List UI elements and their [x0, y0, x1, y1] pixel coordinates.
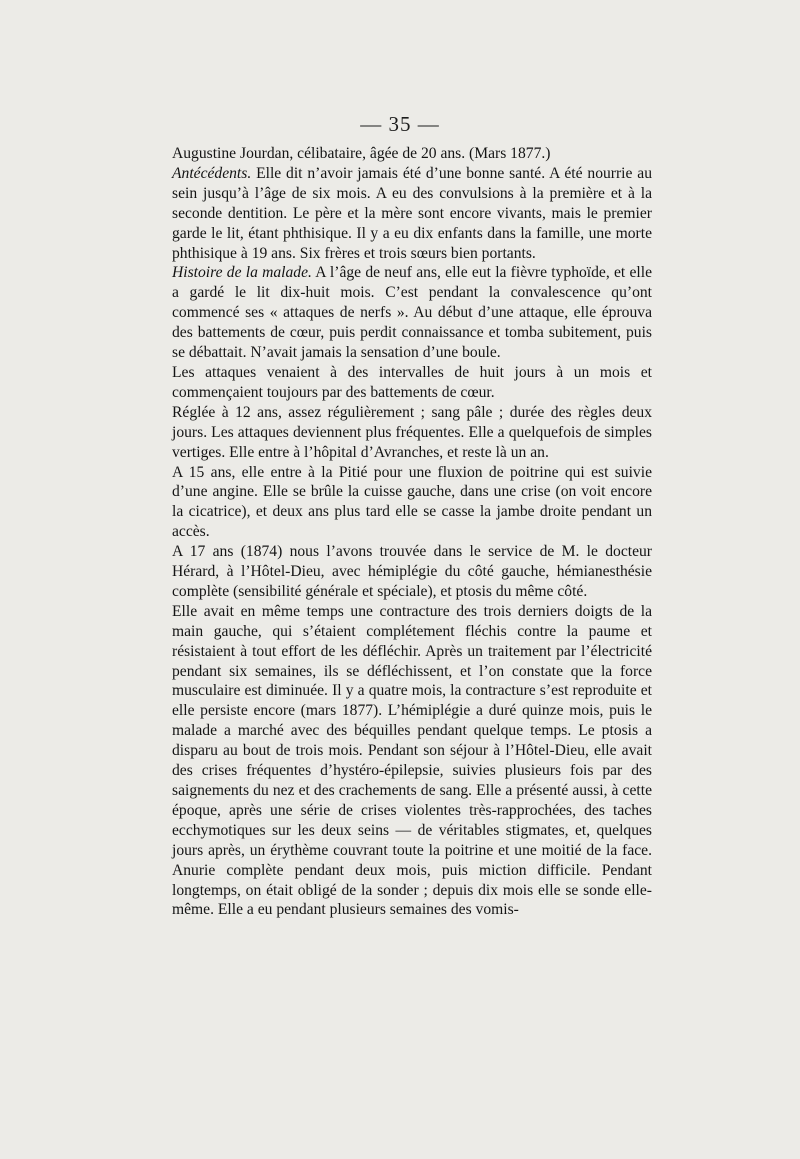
- section-lead: Histoire de la malade.: [172, 264, 312, 282]
- paragraph-contracture: [172, 602, 652, 921]
- paragraph-text: A 17 ans (1874) nous l’avons trouvée dans le service de M. le docteur Hérard, à l’Hôtel-Dieu, avec hémiplégie du côté gauche, hémianesthésie complète (sensibilité générale et spéciale), et ptosis du même côté.: [172, 543, 652, 600]
- body-text: [172, 144, 652, 920]
- paragraph-text: Réglée à 12 ans, assez régulièrement ; sang pâle ; durée des règles deux jours. Les attaques deviennent plus fréquentes. Elle a quelquefois de simples vertiges. Elle entre à l’hôpital d’Avranches, et reste là un an.: [172, 403, 652, 461]
- paragraph-intro: [172, 144, 652, 164]
- paragraph-text: Elle dit n’avoir jamais été d’une bonne santé. A été nourrie au sein jusqu’à l’âge de six mois. A eu des convulsions à la première et à la seconde dentition. Le père et la mère sont encore vivants, mais le premier garde le lit, étant phthisique. Il y a eu dix enfants dans la famille, une morte phthisique à 19 ans. Six frères et trois sœurs bien portants.: [172, 164, 652, 262]
- paragraph-age-15: [172, 463, 652, 543]
- paragraph-text: A 15 ans, elle entre à la Pitié pour une fluxion de poitrine qui est suivie d’une angine. Elle se brûle la cuisse gauche, dans une crise (on voit encore la cicatrice), et deux ans plus tard elle se casse la jambe droite pendant un accès.: [172, 463, 652, 541]
- paragraph-menses: [172, 403, 652, 463]
- paragraph-history: [172, 263, 652, 363]
- paragraph-antecedents: [172, 164, 652, 264]
- paragraph-attacks: [172, 363, 652, 403]
- paragraph-text: A l’âge de neuf ans, elle eut la fièvre typhoïde, et elle a gardé le lit dix-huit mois. C’est pendant la convalescence qu’ont commencé ses « attaques de nerfs ». Au début d’une attaque, elle éprouva des battements de cœur, puis perdit connaissance et tomba subitement, puis se débattait. N’avait jamais la sensation d’une boule.: [172, 264, 652, 362]
- paragraph-age-17: [172, 542, 652, 602]
- section-lead: Antécédents.: [172, 164, 252, 182]
- paragraph-text: Les attaques venaient à des intervalles de huit jours à un mois et commençaient toujours par des battements de cœur.: [172, 363, 652, 401]
- paragraph-text: Elle avait en même temps une contracture des trois derniers doigts de la main gauche, qui s’étaient complétement fléchis contre la paume et résistaient à tout effort de les défléchir. Après un traitement par l’électricité pendant six semaines, ils se défléchissent, et l’on constate que la force musculaire est diminuée. Il y a quatre mois, la contracture s’est reproduite et elle persiste encore (mars 1877). L’hémiplégie a duré quinze mois, puis le malade a marché avec des béquilles pendant quelque temps. Le ptosis a disparu au bout de trois mois. Pendant son séjour à l’Hôtel-Dieu, elle avait des crises fréquentes d’hystéro-épilepsie, suivies plusieurs fois par des saignements du nez et des crachements de sang. Elle a présenté aussi, à cette époque, après une série de crises violentes très-rapprochées, des taches ecchymotiques sur les deux seins — de véritables stigmates, et, quelques jours après, un érythème couvrant toute la poitrine et une moitié de la face. Anurie complète pendant deux mois, puis miction difficile. Pendant longtemps, on était obligé de la sonder ; depuis dix mois elle se sonde elle-même. Elle a eu pendant plusieurs semaines des vomis-: [172, 602, 652, 919]
- page-number: — 35 —: [360, 112, 440, 136]
- paragraph-text: Augustine Jourdan, célibataire, âgée de 20 ans. (Mars 1877.): [172, 145, 551, 162]
